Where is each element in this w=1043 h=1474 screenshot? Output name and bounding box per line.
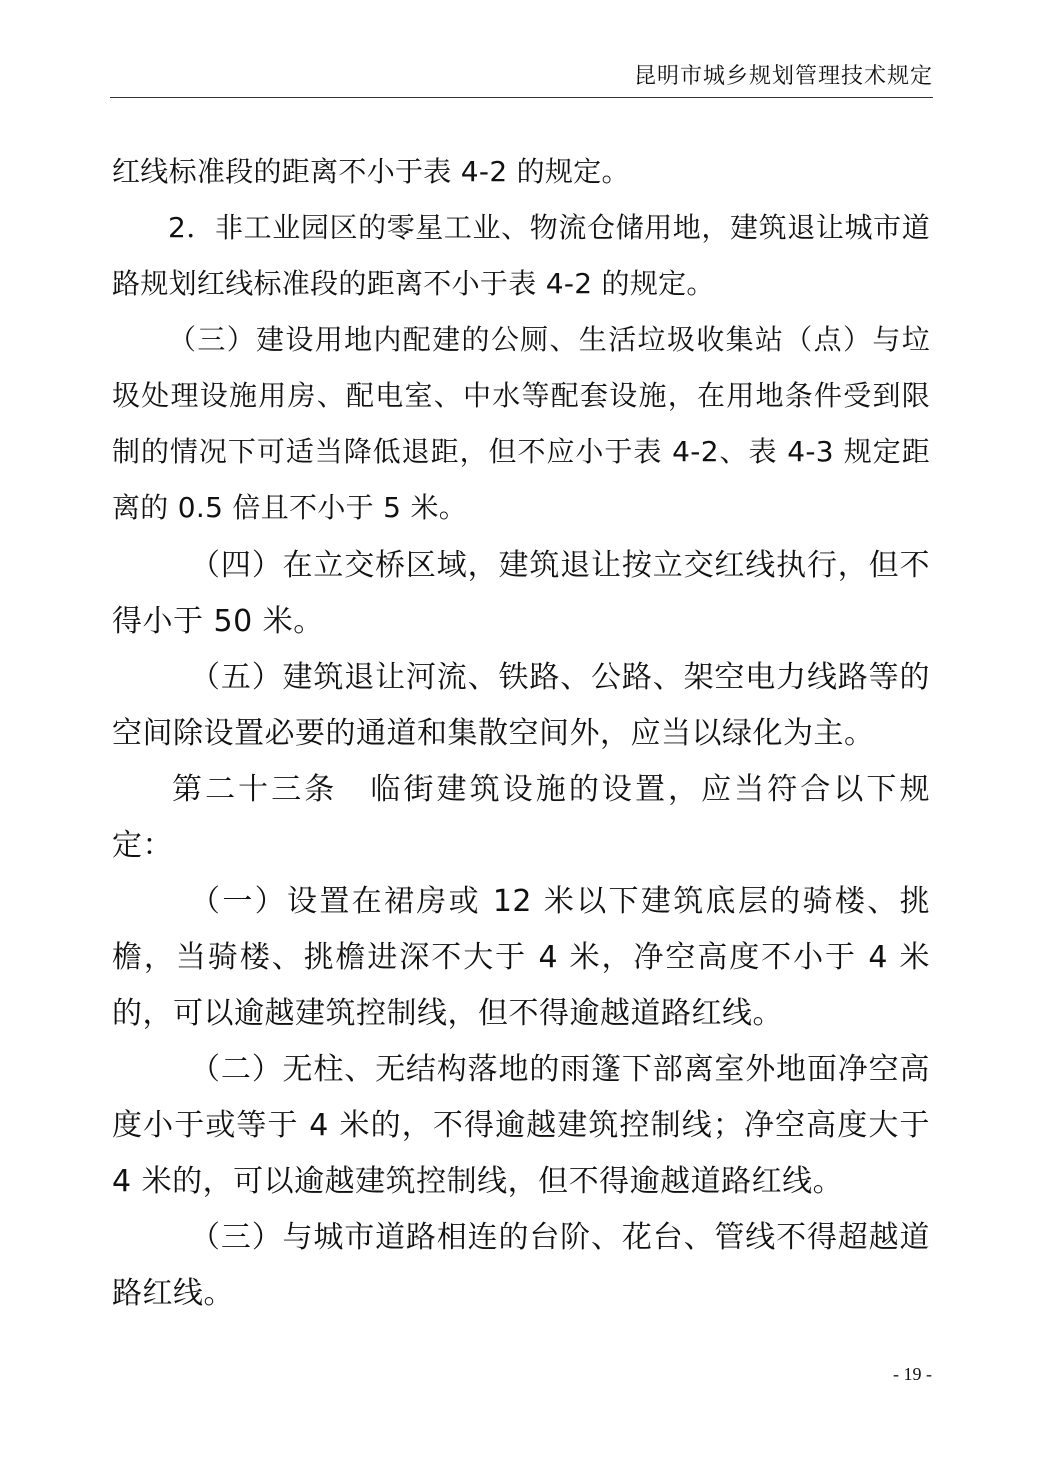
page-number: - 19 - <box>893 1364 932 1384</box>
paragraph-section-3: （三）建设用地内配建的公厕、生活垃圾收集站（点）与垃圾处理设施用房、配电室、中水等配套设施，在用地条件受到限制的情况下可适当降低退距，但不应小于表 4-2、表 4-3 规定距离的 0.5 倍且不小于 5 米。 <box>112 323 930 524</box>
running-header: 昆明市城乡规划管理技术规定 <box>633 64 933 89</box>
paragraph-section-5: （五）建筑退让河流、铁路、公路、架空电力线路等的空间除设置必要的通道和集散空间外，应当以绿化为主。 <box>112 660 930 751</box>
article-23-heading: 第二十三条 临街建筑设施的设置，应当符合以下规定： <box>112 772 930 863</box>
paragraph-item-2: 2．非工业园区的零星工业、物流仓储用地，建筑退让城市道路规划红线标准段的距离不小于表 4-2 的规定。 <box>112 211 930 300</box>
paragraph-article-23-item-2: （二）无柱、无结构落地的雨篷下部离室外地面净空高度小于或等于 4 米的，不得逾越建筑控制线；净空高度大于 4 米的，可以逾越建筑控制线，但不得逾越道路红线。 <box>112 1052 930 1199</box>
document-body <box>112 144 930 1322</box>
paragraph-article-23-item-1: （一）设置在裙房或 12 米以下建筑底层的骑楼、挑檐，当骑楼、挑檐进深不大于 4 米，净空高度不小于 4 米的，可以逾越建筑控制线，但不得逾越道路红线。 <box>112 884 930 1031</box>
paragraph-section-4: （四）在立交桥区域，建筑退让按立交红线执行，但不得小于 50 米。 <box>112 548 930 639</box>
paragraph-article-23-item-3: （三）与城市道路相连的台阶、花台、管线不得超越道路红线。 <box>112 1220 930 1311</box>
header-divider <box>110 97 933 98</box>
paragraph-continuation: 红线标准段的距离不小于表 4-2 的规定。 <box>112 155 630 188</box>
